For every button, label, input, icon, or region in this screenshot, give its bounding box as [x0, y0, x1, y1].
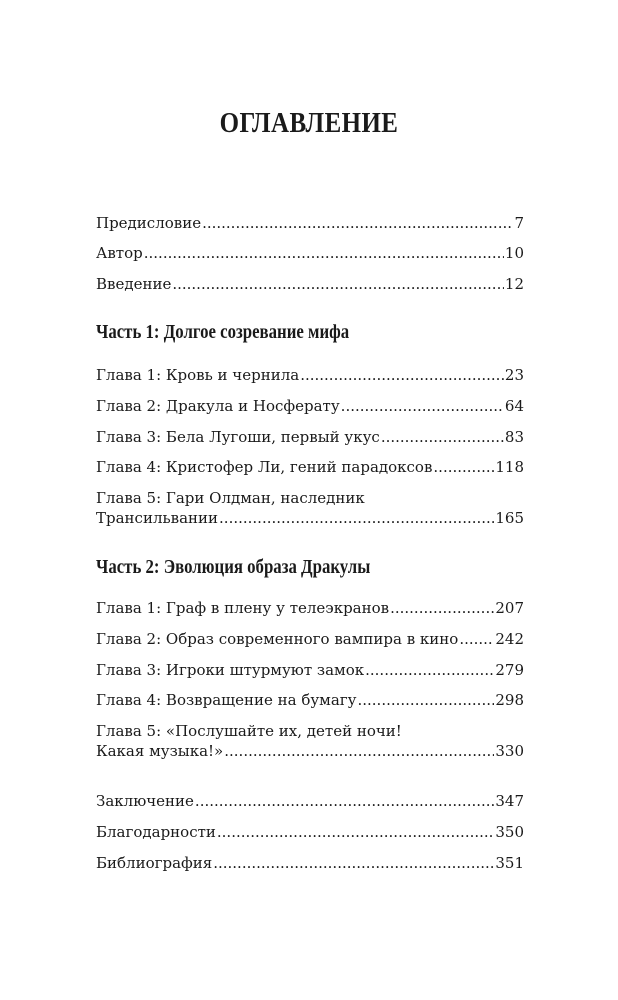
dot-leader	[365, 660, 494, 680]
page-title: ОГЛАВЛЕНИЕ	[219, 107, 399, 139]
toc-entry-part2-chapter1[interactable]	[96, 598, 524, 618]
dot-leader	[219, 508, 494, 528]
entry-page: 279	[495, 661, 524, 679]
entry-label: Глава 2: Дракула и Носферату	[96, 397, 340, 415]
dot-leader	[217, 822, 494, 842]
entry-page: 242	[495, 630, 524, 648]
entry-page: 7	[514, 214, 524, 232]
entry-label: Глава 1: Кровь и чернила	[96, 366, 300, 384]
dot-leader	[459, 629, 494, 649]
dot-leader	[357, 690, 494, 710]
entry-page: 83	[504, 428, 524, 446]
dot-leader	[172, 274, 504, 294]
entry-label: Заключение	[96, 792, 194, 810]
part-heading-1: Часть 1: Долгое созревание мифа	[96, 321, 350, 343]
dot-leader	[202, 213, 513, 233]
toc-entry-conclusion[interactable]	[96, 791, 524, 811]
entry-page: 165	[495, 509, 524, 527]
entry-page: 64	[504, 397, 524, 415]
dot-leader	[300, 365, 504, 385]
entry-label: Благодарности	[96, 823, 216, 841]
dot-leader	[381, 427, 504, 447]
toc-entry-part1-chapter3[interactable]	[96, 427, 524, 447]
toc-entry-part2-chapter3[interactable]	[96, 660, 524, 680]
entry-label: Автор	[96, 244, 143, 262]
dot-leader	[341, 396, 504, 416]
entry-page: 330	[495, 742, 524, 760]
toc-entry-bibliography[interactable]	[96, 853, 524, 873]
entry-label: Глава 4: Возвращение на бумагу	[96, 691, 357, 709]
toc-entry-part1-chapter1[interactable]	[96, 365, 524, 385]
toc-entry-part1-chapter2[interactable]	[96, 396, 524, 416]
entry-page: 12	[504, 275, 524, 293]
entry-label-line1: Глава 5: Гари Олдман, наследник	[96, 489, 365, 507]
entry-label: Какая музыка!»	[96, 742, 224, 760]
entry-page: 298	[495, 691, 524, 709]
dot-leader	[390, 598, 494, 618]
entry-label: Трансильвании	[96, 509, 219, 527]
toc-entry-part1-chapter5[interactable]	[96, 488, 524, 528]
entry-label: Глава 3: Игроки штурмуют замок	[96, 661, 365, 679]
toc-entry-introduction[interactable]	[96, 274, 524, 294]
entry-page: 118	[495, 458, 524, 476]
entry-page: 351	[495, 854, 524, 872]
toc-entry-acknowledgements[interactable]	[96, 822, 524, 842]
dot-leader	[433, 457, 494, 477]
entry-label: Библиография	[96, 854, 213, 872]
entry-page: 347	[495, 792, 524, 810]
toc-entry-part1-chapter4[interactable]	[96, 457, 524, 477]
dot-leader	[195, 791, 494, 811]
entry-label-line1: Глава 5: «Послушайте их, детей ночи!	[96, 722, 402, 740]
dot-leader	[213, 853, 494, 873]
entry-label: Глава 2: Образ современного вампира в кино	[96, 630, 459, 648]
entry-label: Глава 4: Кристофер Ли, гений парадоксов	[96, 458, 433, 476]
entry-page: 350	[495, 823, 524, 841]
entry-label: Предисловие	[96, 214, 202, 232]
entry-page: 207	[495, 599, 524, 617]
dot-leader	[224, 741, 494, 761]
dot-leader	[144, 243, 504, 263]
toc-entry-part2-chapter5[interactable]	[96, 721, 524, 761]
toc-entry-author[interactable]	[96, 243, 524, 263]
toc-entry-part2-chapter4[interactable]	[96, 690, 524, 710]
entry-page: 10	[504, 244, 524, 262]
part-heading-2: Часть 2: Эволюция образа Дракулы	[96, 556, 371, 578]
entry-page: 23	[504, 366, 524, 384]
toc-entry-part2-chapter2[interactable]	[96, 629, 524, 649]
entry-label: Глава 1: Граф в плену у телеэкранов	[96, 599, 390, 617]
toc-entry-preface[interactable]	[96, 213, 524, 233]
entry-label: Введение	[96, 275, 172, 293]
entry-label: Глава 3: Бела Лугоши, первый укус	[96, 428, 380, 446]
